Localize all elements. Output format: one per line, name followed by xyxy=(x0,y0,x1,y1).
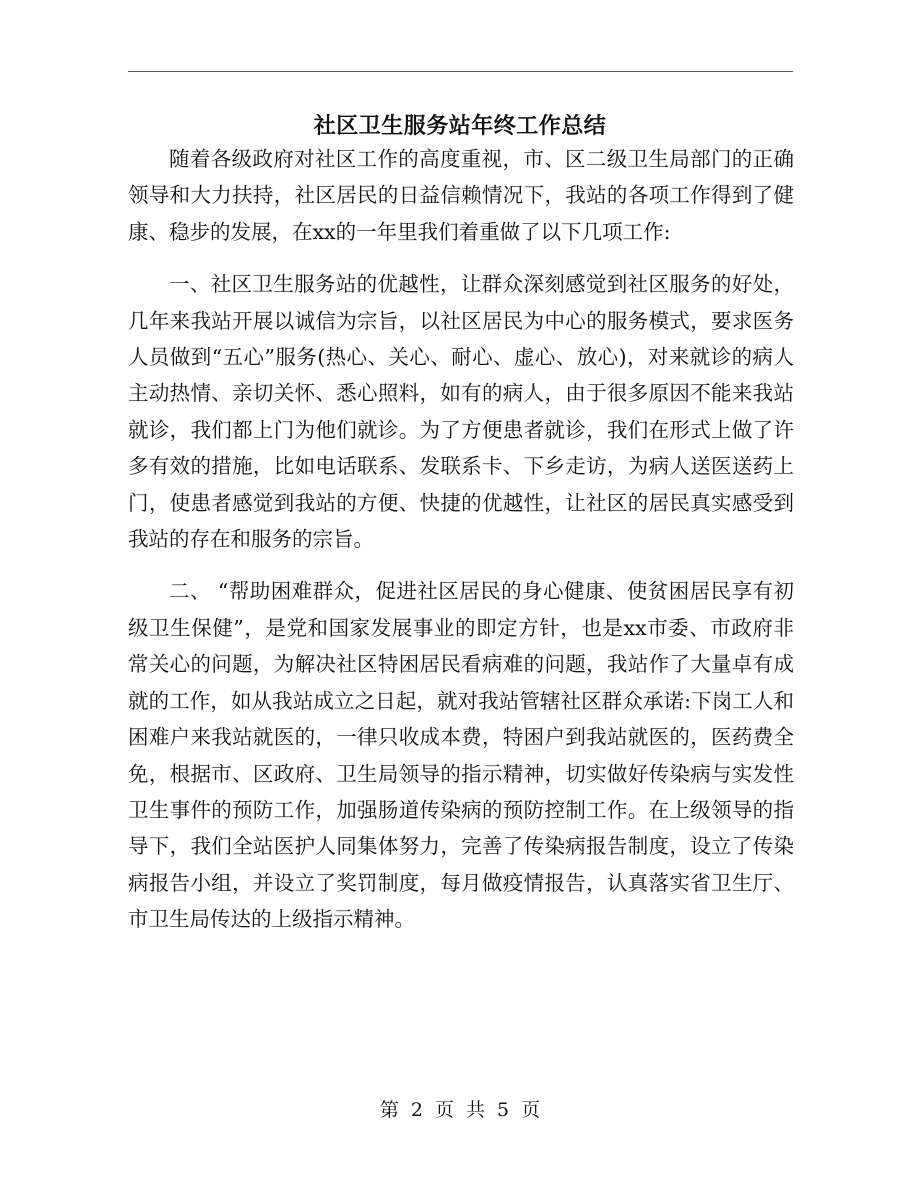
paragraph-section-2: 二、 “帮助困难群众，促进社区居民的身心健康、使贫困居民享有初级卫生保健”，是党和国家发展事业的即定方针，也是xx市委、市政府非常关心的问题，为解决社区特困居民看病难的问题，我站作了大量卓有成就的工作，如从我站成立之日起，就对我站管辖社区群众承诺:下岗工人和困难户来我站就医的，一律只收成本费，特困户到我站就医的，医药费全免，根据市、区政府、卫生局领导的指示精神，切实做好传染病与实发性卫生事件的预防工作，加强肠道传染病的预防控制工作。在上级领导的指导下，我们全站医护人同集体努力，完善了传染病报告制度，设立了传染病报告小组，并设立了奖罚制度，每月做疫情报告，认真落实省卫生厅、市卫生局传达的上级指示精神。 xyxy=(128,579,794,932)
paragraph-intro: 随着各级政府对社区工作的高度重视，市、区二级卫生局部门的正确领导和大力扶持，社区居民的日益信赖情况下，我站的各项工作得到了健康、稳步的发展，在xx的一年里我们着重做了以下几项工作: xyxy=(128,147,794,244)
page-number-footer: 第 2 页 共 5 页 xyxy=(379,1099,541,1121)
document-body xyxy=(128,141,794,954)
document-title: 社区卫生服务站年终工作总结 xyxy=(313,113,607,139)
header-rule xyxy=(128,71,793,72)
paragraph-section-1: 一、社区卫生服务站的优越性，让群众深刻感觉到社区服务的好处，几年来我站开展以诚信为宗旨，以社区居民为中心的服务模式，要求医务人员做到“五心”服务(热心、关心、耐心、虚心、放心)，对来就诊的病人主动热情、亲切关怀、悉心照料，如有的病人，由于很多原因不能来我站就诊，我们都上门为他们就诊。为了方便患者就诊，我们在形式上做了许多有效的措施，比如电话联系、发联系卡、下乡走访，为病人送医送药上门，使患者感觉到我站的方便、快捷的优越性，让社区的居民真实感受到我站的存在和服务的宗旨。 xyxy=(128,272,794,552)
